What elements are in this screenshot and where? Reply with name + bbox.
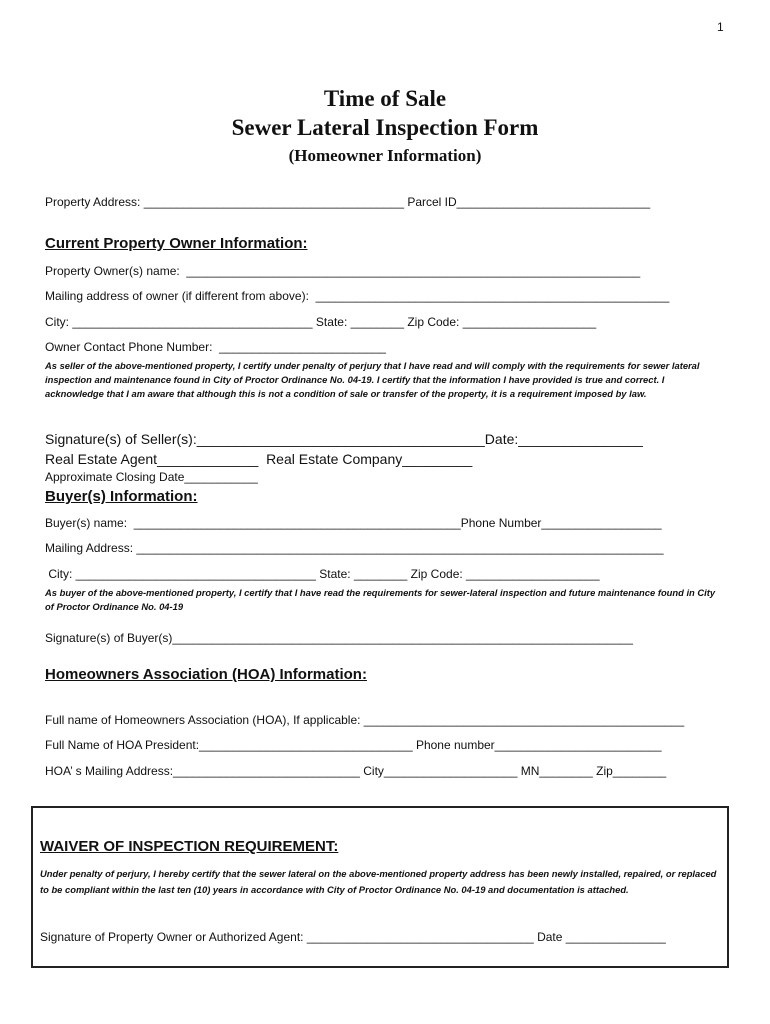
- buyer-mailing-line[interactable]: Mailing Address: _______________________________________________________________________________: [45, 541, 664, 555]
- buyer-name-phone-line[interactable]: Buyer(s) name: _________________________________________________Phone Number__________________: [45, 516, 662, 530]
- seller-signature-line[interactable]: Signature(s) of Seller(s):_____________________________________Date:________________: [45, 431, 643, 447]
- buyer-city-state-zip-line[interactable]: City: ____________________________________ State: ________ Zip Code: ____________________: [45, 567, 600, 581]
- hoa-name-line[interactable]: Full name of Homeowners Association (HOA), If applicable: ________________________________________________: [45, 713, 685, 727]
- waiver-heading: WAIVER OF INSPECTION REQUIREMENT:: [40, 838, 339, 855]
- owner-mailing-line[interactable]: Mailing address of owner (if different from above): _____________________________________________________: [45, 289, 670, 303]
- buyer-certification-text: As buyer of the above-mentioned property, I certify that I have read the requirements for sewer-lateral inspection and future maintenance found in City of Proctor Ordinance No. 04-19: [45, 587, 716, 612]
- form-title-line2: Sewer Lateral Inspection Form: [231, 115, 539, 140]
- buyer-signature-line[interactable]: Signature(s) of Buyer(s)_____________________________________________________________________: [45, 631, 633, 645]
- waiver-statement: Under penalty of perjury, I hereby certify that the sewer lateral on the above-mentioned property address has been newly installed, repaired, or replaced to be compliant within the last ten (10) years in accordance with City of Proctor Ordinance No. 04-19 and documentation is attached.: [40, 868, 717, 895]
- owner-city-state-zip-line[interactable]: City: ____________________________________ State: ________ Zip Code: ____________________: [45, 315, 597, 329]
- agent-company-line[interactable]: Real Estate Agent_____________ Real Estate Company_________: [45, 451, 473, 467]
- seller-certification-text: As seller of the above-mentioned property, I certify under penalty of perjury that I have read and will comply with the requirements for sewer lateral inspection and maintenance found in City of Proctor Ordinance No. 04-19. I certify that the information I have provided is true and correct. I acknowledge that I am aware that although this is not a condition of sale or transfer of the property, it is a requirement imposed by law.: [45, 360, 700, 399]
- page-number: 1: [717, 20, 724, 34]
- buyer-section-heading: Buyer(s) Information:: [45, 488, 198, 505]
- property-address-parcel-line[interactable]: Property Address: _______________________________________ Parcel ID_____________________________: [45, 195, 651, 209]
- waiver-signature-line[interactable]: Signature of Property Owner or Authorized Agent: __________________________________ Date _______________: [40, 930, 666, 944]
- owner-name-line[interactable]: Property Owner(s) name: ____________________________________________________________________: [45, 264, 641, 278]
- owner-section-heading: Current Property Owner Information:: [45, 235, 308, 252]
- hoa-mailing-line[interactable]: HOA’ s Mailing Address:____________________________ City____________________ MN________ Zip________: [45, 764, 667, 778]
- form-subtitle: (Homeowner Information): [288, 146, 482, 165]
- closing-date-line[interactable]: Approximate Closing Date___________: [45, 470, 258, 484]
- owner-phone-line[interactable]: Owner Contact Phone Number: _________________________: [45, 340, 386, 354]
- hoa-president-phone-line[interactable]: Full Name of HOA President:________________________________ Phone number_________________________: [45, 738, 662, 752]
- form-title-line1: Time of Sale: [323, 86, 447, 111]
- hoa-section-heading: Homeowners Association (HOA) Information:: [45, 666, 367, 683]
